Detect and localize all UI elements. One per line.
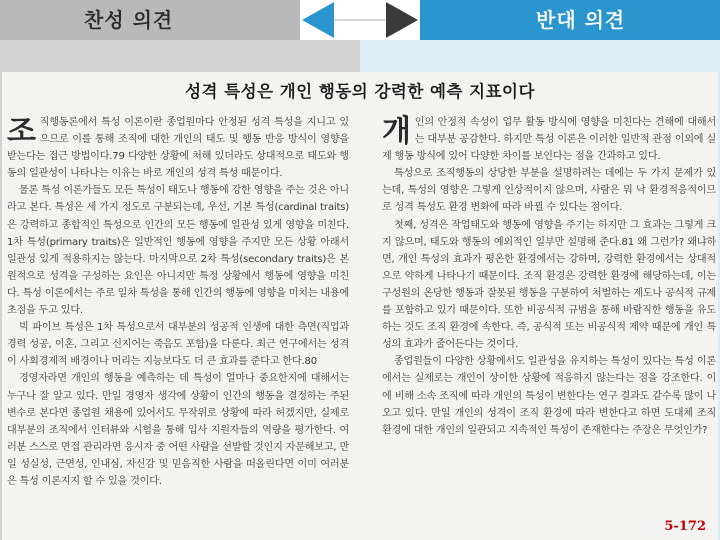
left-paragraph-3: 빅 파이브 특성은 1차 특성으로서 대부분의 성공적 인생에 대한 측면(직업과 경력 성공, 이혼, 그리고 신지어는 죽음도 포함)을 다룬다. 최근 연구에서는 성격이 사회경제적 배경이나 머리는 지능보다도 더 큰 효과를 준다고 한다.80: [7, 322, 349, 368]
right-paragraph-3: 첫째, 성격은 작업태도와 행동에 영향을 주기는 하지만 그 효과는 그렇게 크지 않으며, 태도와 행동의 예외적인 일부만 설명해 준다.81 왜 그런가? 왜냐하면, 개인 특성의 효과가 평온한 환경에서는 강하며, 강력한 환경에서는 상대적으로 약하게 나타나기 때문이다. 조직 환경은 강력한 환경에 해당하는데, 이는 구성원의 온당한 행동과 잘못된 행동을 구분하여 처벌하는 제도나 공식적 규제를 포함하고 있기 때문이다. 또한 비공식적 규범을 통해 바람직한 행동을 유도하는 것도 조직 환경에 속한다. 즉, 공식적 또는 비공식적 제약 때문에 개인 특성의 효과가 줄어든다는 것이다.: [382, 219, 716, 351]
page-title: 성격 특성은 개인 행동의 강력한 예측 지표이다: [185, 82, 535, 101]
right-dropcap: 개: [382, 114, 411, 149]
toggle-arrows[interactable]: [300, 0, 420, 40]
arrow-right-icon: [386, 2, 418, 38]
left-paragraph-4: 경영자라면 개인의 행동을 예측하는 데 특성이 얼마나 중요한지에 대해서는 누구나 잘 알고 있다. 만일 경영자 생각에 상황이 인간의 행동을 결정하는 주된 변수로 본다면 종업원 채용에 있어서도 무작위로 상황에 따라 허겠지만, 실제로 대부분의 조직에서 인터뷰와 시험을 통해 입사 지원자들의 역량을 평가한다. 여러분 스스로 면접 관리라면 응시자 중 어떤 사람을 선발할 것인지 자문해보고, 만일 성실성, 근면성, 인내심, 자신감 및 믿음직한 사람을 떠올린다면 이미 여러분은 특성 이론지지 할 수 있을 것이다.: [7, 373, 349, 487]
arrow-left-icon: [302, 2, 334, 38]
con-opinion-header: [420, 0, 720, 40]
left-paragraph-1: 직행동론에서 특성 이론이란 종업원마다 안정된 성격 특성을 지니고 있으므로 이를 통해 조직에 대한 개인의 태도 및 행동 반응 방식이 영향을 받는다는 접근 방법이다.79 다양한 상황에 처해 있더라도 상대적으로 태도와 행동의 일관성이 나타나는 이유는 바로 개인의 성격 특성 때문이다.: [7, 117, 349, 180]
scanned-page: [2, 72, 718, 540]
page-number: 5-172: [664, 519, 706, 534]
pro-opinion-label: 찬성 의견: [84, 8, 174, 32]
left-dropcap: 조: [7, 114, 36, 149]
right-paragraph-1: 인의 안정적 속성이 업무 활동 방식에 영향을 미친다는 견해에 대해서는 대부분 공감한다. 하지만 특성 이론은 이러한 일반적 관점 이외에 실제 행동 방식에 있어 다양한 차이를 보인다는 점을 간과하고 있다.: [382, 117, 716, 163]
con-opinion-label: 반대 의견: [536, 8, 626, 32]
right-column-text: [382, 114, 716, 486]
double-arrow-icon: [300, 0, 420, 40]
left-paragraph-2: 물론 특성 이론가들도 모든 특성이 태도나 행동에 강한 영향을 주는 것은 아니라고 본다. 특성은 세 가지 정도로 구분되는데, 우선, 기본 특성(cardinal traits)은 강력하고 종합적인 특성으로 인간의 모든 행동에 일관성 있게 영향을 미친다. 1차 특성(primary traits)은 일반적인 행동에 영향을 주지만 모든 상황 아래서 일관성 있게 적용하지는 않는다. 마지막으로 2차 특성(secondary traits)은 본원적으로 성격을 구성하는 요인은 아니지만 특정 상황에서 행동에 영향을 미친다. 특성 이론에서는 주로 일차 특성을 통해 인간의 행동에 영향을 미치는 내용에 초점을 두고 있다.: [7, 185, 349, 317]
left-column-text: [7, 114, 349, 540]
right-paragraph-2: 특성으로 조직행동의 상당한 부분을 설명하려는 데에는 두 가지 문제가 있는데, 특성의 영향은 그렇게 인상적이지 않으며, 사람은 뭐 낙 환경적응적이므로 성격 특성도 환경 변화에 따라 바뀔 수 있다는 점이다.: [382, 168, 716, 214]
right-paragraph-4: 종업원들이 다양한 상황에서도 일관성을 유지하는 특성이 있다는 특성 이론에서는 실제로는 개인이 상이한 상황에 적응하지 않는다는 점을 강조한다. 이에 비해 소속 조직에 따라 개인의 특성이 변한다는 연구 결과도 같수록 많이 나오고 있다. 만일 개인의 성격이 조직 환경에 따라 변한다고 하면 도대체 조직 환경에 대한 개인의 일관되고 지속적인 특성이 존재한다는 주장은 무엇인가?: [382, 356, 716, 436]
pro-opinion-header: [0, 0, 300, 40]
